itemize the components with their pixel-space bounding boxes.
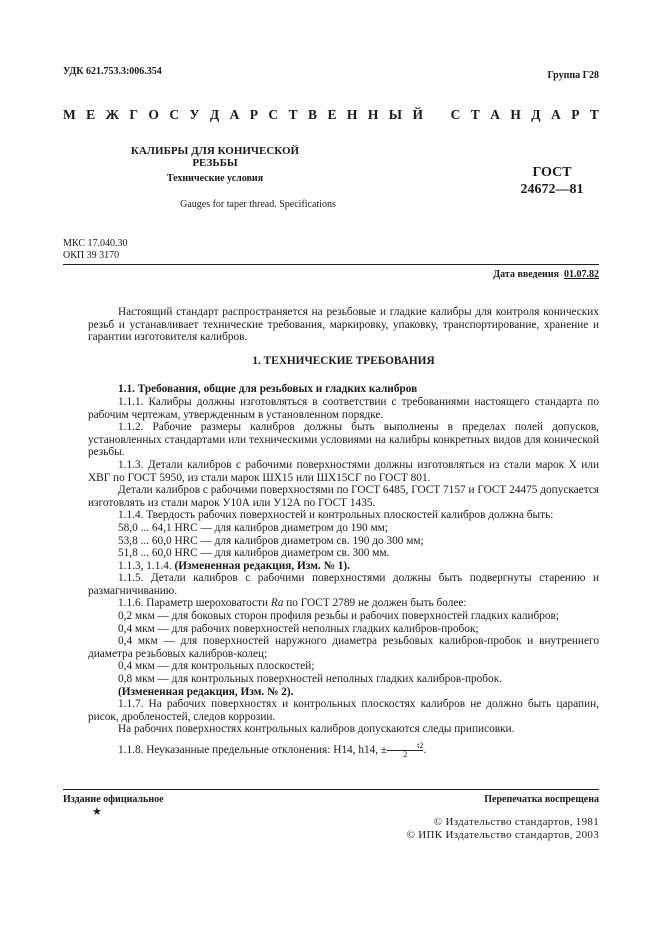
group-code: Группа Г28 (547, 70, 599, 81)
amendment-ref: 1.1.3, 1.1.4. (118, 559, 172, 572)
document-body (88, 306, 599, 759)
banner-spacer (433, 107, 440, 123)
reprint-notice: Перепечатка воспрещена (484, 794, 599, 805)
banner-letter: Е (327, 107, 337, 122)
banner-letter: Н (346, 107, 358, 122)
amendment-note-2: (Измененная редакция, Изм. № 2). (118, 685, 294, 698)
fraction (387, 742, 423, 759)
copyright-line: © ИПК Издательство стандартов, 2003 (406, 829, 599, 841)
hardness-item: 53,8 ... 60,0 HRC — для калибров диаметром св. 190 до 300 мм; (118, 534, 424, 547)
ra-symbol: Ra (270, 597, 284, 610)
mks-code: МКС 17.040.30 (63, 238, 128, 249)
clause-1-1-1: 1.1.1. Калибры должны изготовляться в соответствии с требованиями настоящего стандарта по рабочим чертежам, утвержденным в установленном порядке. (88, 395, 599, 421)
banner-letter: У (189, 107, 200, 122)
banner-letter: С (169, 107, 180, 122)
document-subtitle: Технические условия (166, 173, 264, 184)
fraction-numerator: t2 (387, 742, 423, 751)
copyright-line: © Издательство стандартов, 1981 (433, 816, 599, 828)
standard-banner (63, 107, 599, 123)
banner-letter: Т (288, 107, 298, 122)
clause-1-1-6 (88, 597, 599, 610)
gost-code: 24672—81 (520, 182, 584, 197)
english-title: Gauges for taper thread. Specifications (180, 199, 336, 210)
banner-letter: М (63, 107, 76, 122)
fraction-denominator: 2 (403, 750, 408, 759)
section-heading: 1. ТЕХНИЧЕСКИЕ ТРЕБОВАНИЯ (252, 354, 435, 367)
clause-1-1-4: 1.1.4. Твердость рабочих поверхностей и контрольных плоскостей калибров должна быть: (118, 509, 554, 522)
intro-paragraph: Настоящий стандарт распространяется на резьбовые и гладкие калибры для контроля конических резьб и устанавливает технические требования, маркировку, упаковку, транспортирование, хранение и гарантии изготовителя калибров. (88, 306, 599, 344)
banner-letter: С (450, 107, 461, 122)
banner-letter: Р (249, 107, 258, 122)
banner-letter: Й (412, 107, 423, 122)
okp-code: ОКП 39 3170 (63, 250, 120, 261)
footer-divider (63, 789, 599, 790)
amendment-note-1 (88, 560, 599, 573)
clause-1-1-2: 1.1.2. Рабочие размеры калибров должны быть выполнены в пределах полей допусков, установленных стандартами или техническими условиями на калибры конкретных видов для конической резьбы. (88, 421, 599, 459)
header-divider (63, 264, 599, 265)
roughness-item: 0,4 мкм — для поверхностей наружного диаметра резьбовых калибров-пробок и внутреннего диаметра резьбовых калибров-колец; (88, 635, 599, 660)
subsection-heading: 1.1. Требования, общие для резьбовых и гладких калибров (118, 383, 418, 396)
date-label: Дата введения (493, 269, 559, 280)
clause-1-1-5: 1.1.5. Детали калибров с рабочими поверхностями должны быть подвергнуты старению и размагничиванию. (88, 572, 599, 597)
roughness-item: 0,2 мкм — для боковых сторон профиля резьбы и рабочих поверхностей гладких калибров; (118, 610, 560, 623)
clause-1-1-7-cont: На рабочих поверхностях контрольных калибров допускаются следы приписовки. (118, 723, 515, 736)
gost-number (505, 164, 599, 198)
hardness-item: 51,8 ... 60,0 HRC — для калибров диаметром св. 300 мм. (118, 547, 390, 560)
copyright-block (407, 816, 599, 842)
banner-letter: В (308, 107, 318, 122)
clause-text: 1.1.6. Параметр шероховатости (118, 597, 271, 610)
gost-label: ГОСТ (532, 165, 572, 180)
banner-letter: Ы (388, 107, 403, 122)
roughness-item: 0,4 мкм — для рабочих поверхностей неполных гладких калибров-пробок; (118, 622, 479, 635)
amendment-text: (Измененная редакция, Изм. № 1). (174, 559, 350, 572)
banner-letter: Т (589, 107, 599, 122)
clause-1-1-7: 1.1.7. На рабочих поверхностях и контрольных плоскостях калибров не должно быть царапин, рисок, дробленостей, следов коррозии. (88, 698, 599, 723)
banner-letter: Р (571, 107, 580, 122)
clause-1-1-3: 1.1.3. Детали калибров с рабочими поверхностями должны изготовляться из стали марок Х или ХВГ по ГОСТ 5950, из стали марок ШХ15 или ШХ15СГ по ГОСТ 801. (88, 458, 599, 484)
clause-text: 1.1.8. Неуказанные предельные отклонения: H14, h14, ± (118, 744, 388, 757)
banner-letter: А (551, 107, 561, 122)
banner-letter: Ж (105, 107, 119, 122)
clause-text: по ГОСТ 2789 не должен быть более: (283, 597, 467, 610)
banner-letter: Г (129, 107, 138, 122)
banner-letter: Т (470, 107, 480, 122)
star-icon: ★ (92, 806, 102, 818)
official-edition: Издание официальное (63, 794, 164, 805)
banner-letter: С (268, 107, 279, 122)
banner-letter: Д (531, 107, 541, 122)
hardness-item: 58,0 ... 64,1 HRC — для калибров диаметром до 190 мм; (118, 521, 388, 534)
date-value: 01.07.82 (564, 269, 599, 280)
introduction-date (493, 269, 599, 280)
banner-letter: А (490, 107, 500, 122)
document-title: КАЛИБРЫ ДЛЯ КОНИЧЕСКОЙ РЕЗЬБЫ (130, 145, 300, 169)
roughness-item: 0,4 мкм — для контрольных плоскостей; (118, 660, 315, 673)
roughness-item: 0,8 мкм — для контрольных поверхностей неполных гладких калибров-пробок. (118, 673, 503, 686)
banner-letter: А (229, 107, 240, 122)
udk-code: УДК 621.753.3:006.354 (63, 66, 162, 77)
banner-letter: О (148, 107, 159, 122)
banner-letter: Д (209, 107, 220, 122)
clause-1-1-3-cont: Детали калибров с рабочими поверхностями по ГОСТ 6485, ГОСТ 7157 и ГОСТ 24475 допускается изготовлять из стали марок У10А или У12А по ГОСТ 1435. (88, 484, 599, 509)
banner-letter: Н (510, 107, 521, 122)
banner-letter: Е (86, 107, 96, 122)
clause-1-1-8: 1.1.8. Неуказанные предельные отклонения: H14, h14, ± $\frac{t2}{2}$. (118, 741, 427, 759)
classification-codes (63, 238, 127, 262)
banner-letter: Н (367, 107, 379, 122)
